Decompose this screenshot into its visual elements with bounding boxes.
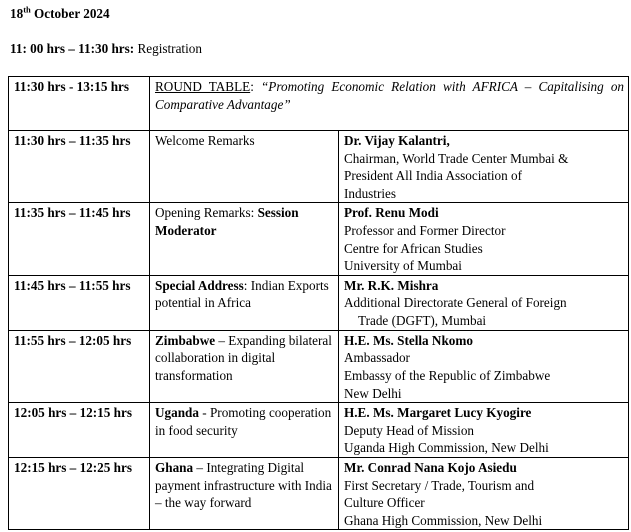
table-row <box>9 275 629 330</box>
speaker-name: Prof. Renu Modi <box>344 205 439 221</box>
session-speaker: Dr. Vijay Kalantri, Chairman, World Trade Center Mumbai & President All India Association of Industries <box>339 131 629 203</box>
round-table-time: 11:30 hrs - 13:15 hrs <box>9 77 150 131</box>
table-row <box>9 330 629 402</box>
session-time: 11:30 hrs – 11:35 hrs <box>9 131 150 203</box>
session-time: 12:05 hrs – 12:15 hrs <box>9 403 150 458</box>
session-speaker: H.E. Ms. Stella Nkomo Ambassador Embassy of the Republic of Zimbabwe New Delhi <box>339 330 629 402</box>
session-topic: Special Address: Indian Exports potential in Africa <box>150 275 339 330</box>
speaker-name: H.E. Ms. Stella Nkomo <box>344 332 473 348</box>
session-topic: Welcome Remarks <box>150 131 339 203</box>
session-topic: Zimbabwe – Expanding bilateral collaboration in digital transformation <box>150 330 339 402</box>
speaker-name: Mr. R.K. Mishra <box>344 277 439 293</box>
session-topic: Opening Remarks: Session Moderator <box>150 203 339 275</box>
registration-label: Registration <box>134 41 202 56</box>
speaker-name: Margaret Lucy Kyogire <box>397 405 532 421</box>
session-time: 11:35 hrs – 11:45 hrs <box>9 203 150 275</box>
registration-line <box>10 41 202 57</box>
session-topic: Ghana – Integrating Digital payment infrastructure with India – the way forward <box>150 457 339 529</box>
round-table-label: ROUND TABLE <box>155 79 251 94</box>
session-time: 11:55 hrs – 12:05 hrs <box>9 330 150 402</box>
session-topic: Uganda - Promoting cooperation in food security <box>150 403 339 458</box>
session-time: 12:15 hrs – 12:25 hrs <box>9 457 150 529</box>
session-speaker: Prof. Renu Modi Professor and Former Director Centre for African Studies University of Mumbai <box>339 203 629 275</box>
event-date: 18th October 2024 <box>10 4 110 21</box>
table-row <box>9 457 629 529</box>
round-table-theme: “Promoting Economic Relation with AFRICA – Capitalising on Comparative Advantage” <box>155 79 625 112</box>
table-row <box>9 77 629 131</box>
registration-time: 11: 00 hrs – 11:30 hrs: <box>10 41 135 56</box>
speaker-name: Mr. Conrad Nana Kojo Asiedu <box>344 459 517 475</box>
session-speaker: Mr. Conrad Nana Kojo Asiedu First Secretary / Trade, Tourism and Culture Officer Ghana High Commission, New Delhi <box>339 457 629 529</box>
table-row <box>9 203 629 275</box>
speaker-name: Dr. Vijay Kalantri, <box>344 133 450 148</box>
table-row <box>9 403 629 458</box>
session-speaker: H.E. Ms. Margaret Lucy Kyogire Deputy Head of Mission Uganda High Commission, New Delhi <box>339 403 629 458</box>
session-speaker: Mr. R.K. Mishra Additional Directorate General of Foreign Trade (DGFT), Mumbai <box>339 275 629 330</box>
session-time: 11:45 hrs – 11:55 hrs <box>9 275 150 330</box>
table-row <box>9 131 629 203</box>
agenda-table <box>8 76 629 530</box>
round-table-title: ROUND TABLE: “Promoting Economic Relation with AFRICA – Capitalising on Comparative Advantage” <box>150 77 629 131</box>
